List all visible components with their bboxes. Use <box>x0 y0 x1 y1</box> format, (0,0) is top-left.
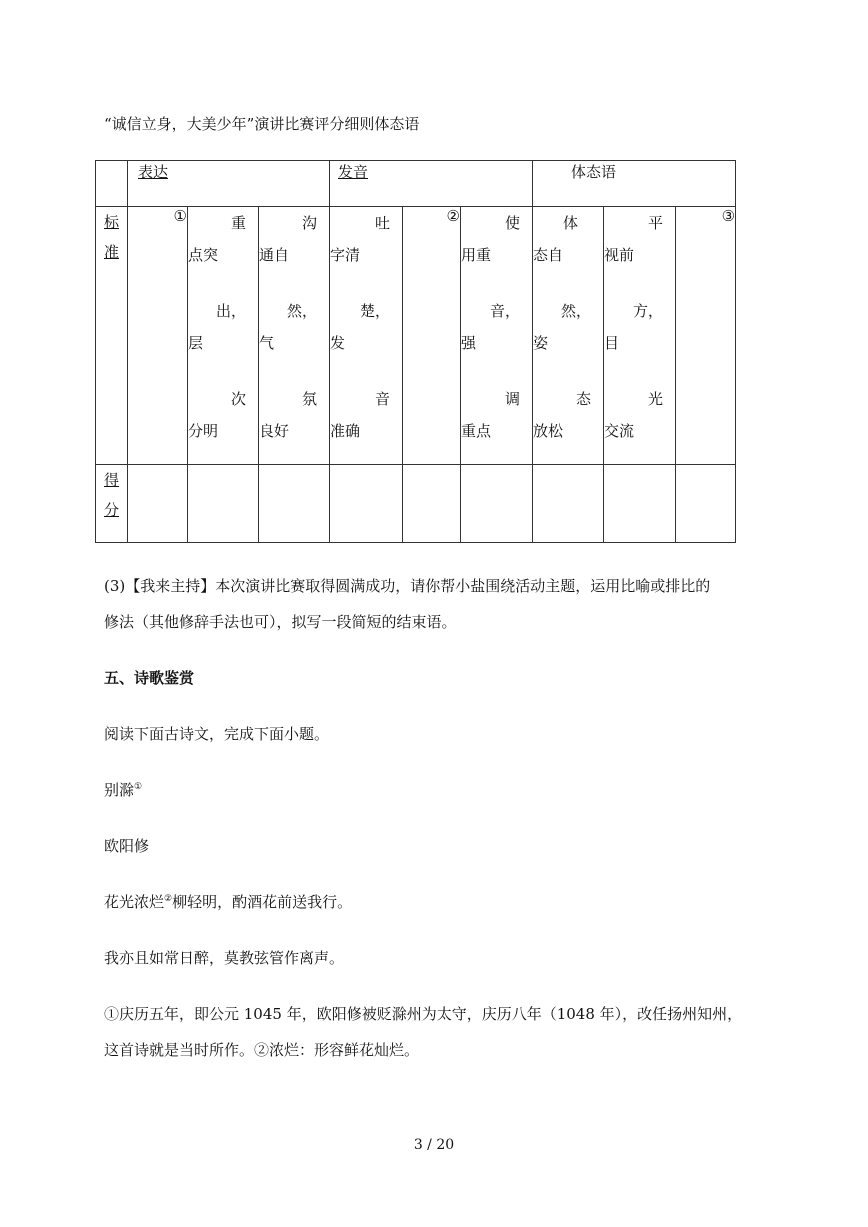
footnote-line-1: ①庆历五年，即公元 1045 年，欧阳修被贬滁州为太守，庆历八年（1048 年），改任扬州知州， <box>104 1005 743 1023</box>
score-cell[interactable] <box>403 465 461 543</box>
row-label-score-char2: 分 <box>103 501 119 519</box>
poem-line-footnote-mark: ② <box>164 894 173 904</box>
score-row <box>96 465 736 543</box>
question-3-line-2: 修法（其他修辞手法也可），拟写一段简短的结束语。 <box>104 613 457 631</box>
footnote-line-2: 这首诗就是当时所作。②浓烂：形容鲜花灿烂。 <box>104 1041 420 1059</box>
header-pronunciation: 发音 <box>338 163 369 181</box>
header-corner-cell <box>96 161 128 207</box>
header-body-language: 体态语 <box>571 163 617 181</box>
scoring-table <box>95 160 736 543</box>
blank-marker-2: ② <box>403 207 461 465</box>
criterion-cell-4: 使 用重 音， 强 调 重点 <box>461 207 533 465</box>
criterion-cell-6: 平 视前 方， 目 光 交流 <box>604 207 676 465</box>
poem-title-text: 别滁 <box>104 781 135 799</box>
poem-author: 欧阳修 <box>104 837 150 855</box>
header-cell-pronunciation <box>330 161 533 207</box>
poem-title-footnote-mark: ① <box>134 782 143 792</box>
row-label-score-char1: 得 <box>103 471 119 489</box>
score-cell[interactable] <box>259 465 330 543</box>
criterion-cell-1: 重 点突 出， 层 次 分明 <box>188 207 259 465</box>
standard-row <box>96 207 736 465</box>
score-cell[interactable] <box>128 465 188 543</box>
criterion-cell-2: 沟 通自 然， 气 氛 良好 <box>259 207 330 465</box>
table-header-row <box>96 161 736 207</box>
table-title: “诚信立身，大美少年”演讲比赛评分细则体态语 <box>104 115 420 133</box>
row-label-standard-char2: 准 <box>103 243 119 261</box>
score-cell[interactable] <box>533 465 604 543</box>
criterion-cell-3: 吐 字清 楚， 发 音 准确 <box>330 207 403 465</box>
row-label-standard-char1: 标 <box>103 213 119 231</box>
header-cell-expression <box>128 161 330 207</box>
row-label-score <box>96 465 128 543</box>
page-number: 3 / 20 <box>413 1137 455 1153</box>
header-cell-body-language <box>533 161 736 207</box>
blank-marker-3: ③ <box>676 207 736 465</box>
reading-instruction: 阅读下面古诗文，完成下面小题。 <box>104 725 330 743</box>
blank-marker-1: ① <box>128 207 188 465</box>
score-cell[interactable] <box>461 465 533 543</box>
section-heading: 五、诗歌鉴赏 <box>104 669 195 687</box>
poem-line-2: 我亦且如常日醉，莫教弦管作离声。 <box>104 949 345 967</box>
score-cell[interactable] <box>676 465 736 543</box>
score-cell[interactable] <box>330 465 403 543</box>
header-expression: 表达 <box>138 163 169 181</box>
row-label-standard <box>96 207 128 465</box>
score-cell[interactable] <box>188 465 259 543</box>
score-cell[interactable] <box>604 465 676 543</box>
poem-line-1: 花光浓烂②柳轻明，酌酒花前送我行。 <box>104 893 353 911</box>
poem-title <box>104 779 142 800</box>
question-3-line-1: (3)【我来主持】本次演讲比赛取得圆满成功，请你帮小盐围绕活动主题，运用比喻或排比的 <box>104 577 711 595</box>
criterion-cell-5: 体 态自 然， 姿 态 放松 <box>533 207 604 465</box>
